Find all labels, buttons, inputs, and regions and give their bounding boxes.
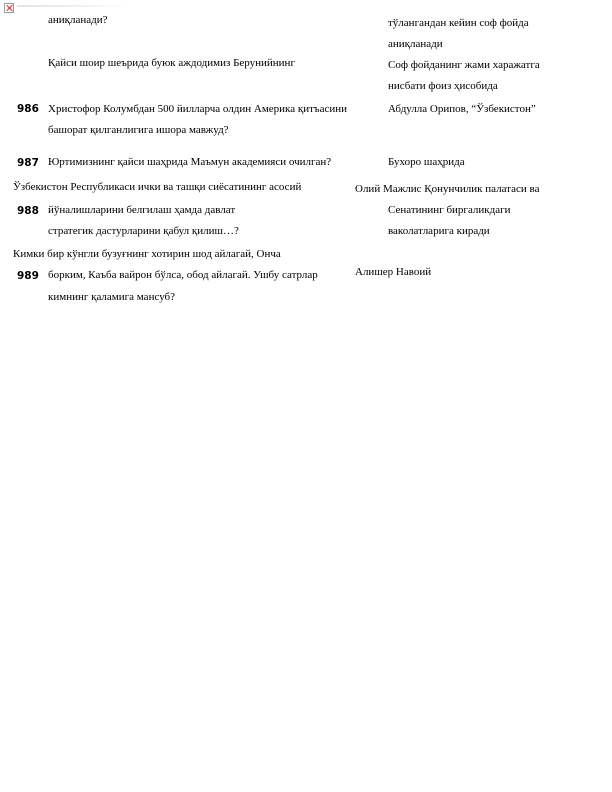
question-text: кимнинг қаламига мансуб? bbox=[48, 291, 176, 303]
answer-text: Алишер Навоий bbox=[355, 266, 432, 278]
answer-text: Абдулла Орипов, “Ўзбекистон” bbox=[388, 103, 536, 115]
row-number: 986 bbox=[17, 103, 39, 115]
answer-text: тўлангандан кейин соф фойда bbox=[388, 17, 529, 29]
row-number: 988 bbox=[17, 205, 39, 217]
image-placeholder-strip bbox=[17, 5, 129, 7]
question-text: Кимки бир кўнгли бузуғнинг хотирин шод айлагай, Онча bbox=[13, 248, 281, 260]
row-number: 989 bbox=[17, 270, 39, 282]
question-text: аниқланади? bbox=[48, 14, 108, 26]
question-text: йўналишларини белгилаш ҳамда давлат bbox=[48, 204, 236, 216]
answer-text: Олий Мажлис Қонунчилик палатаси ва bbox=[355, 183, 540, 195]
answer-text: аниқланади bbox=[388, 38, 443, 50]
question-text: Ўзбекистон Республикаси ички ва ташқи сиёсатининг асосий bbox=[13, 181, 302, 193]
question-text: борким, Каъба вайрон бўлса, обод айлагай. Ушбу сатрлар bbox=[48, 269, 318, 281]
answer-text: нисбати фоиз ҳисобида bbox=[388, 80, 498, 92]
answer-text: Соф фойданинг жами харажатга bbox=[388, 59, 540, 71]
question-text: Христофор Колумбдан 500 йилларча олдин Америка қитъасини bbox=[48, 103, 348, 115]
answer-text: Бухоро шаҳрида bbox=[388, 156, 465, 168]
answer-text: Сенатининг биргаликдаги bbox=[388, 204, 511, 216]
question-text: Қайси шоир шеърида буюк аждодимиз Берунийнинг bbox=[48, 57, 295, 69]
broken-image-icon bbox=[4, 3, 14, 13]
question-text: Юртимизнинг қайси шаҳрида Маъмун академияси очилган? bbox=[48, 156, 332, 168]
question-text: башорат қилганлигига ишора мавжуд? bbox=[48, 124, 229, 136]
question-text: стратегик дастурларини қабул қилиш…? bbox=[48, 225, 239, 237]
answer-text: ваколатларига киради bbox=[388, 225, 490, 237]
row-number: 987 bbox=[17, 157, 39, 169]
